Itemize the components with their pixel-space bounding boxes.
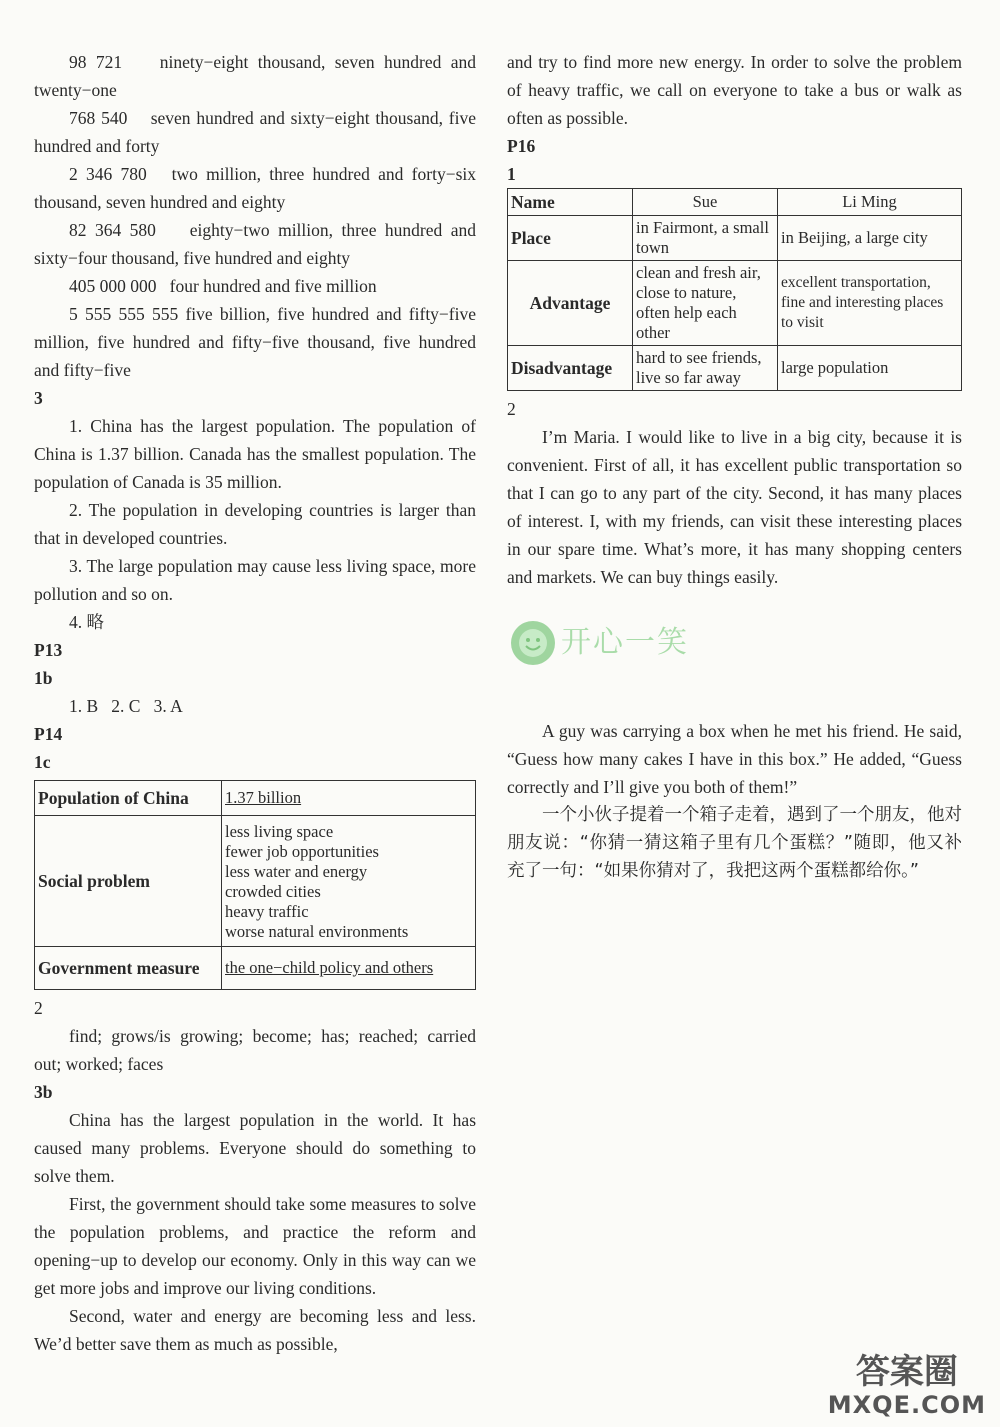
number-item xyxy=(34,160,476,216)
answer-item: 2. The population in developing countries is larger than that in developed countries. xyxy=(34,500,476,548)
table-value xyxy=(222,816,476,947)
city-compare-table xyxy=(507,188,962,391)
smiley-icon xyxy=(511,621,555,665)
table-value: in Fairmont, a small town xyxy=(633,216,778,261)
table-key: Population of China xyxy=(35,781,222,816)
number-value: 82 364 580 xyxy=(69,220,156,240)
cell-line: less water and energy xyxy=(225,862,368,881)
essay-paragraph: China has the largest population in the world. It has caused many problems. Everyone should do something to solve them. xyxy=(34,1110,476,1186)
number-value: 405 000 000 xyxy=(69,276,157,296)
table-row xyxy=(35,781,476,816)
table-value: excellent transportation, fine and interesting places to visit xyxy=(778,261,962,346)
answer-line: 1. B 2. C 3. A xyxy=(69,696,183,716)
section-heading: 3b xyxy=(34,1082,53,1102)
table-key: Disadvantage xyxy=(508,346,633,391)
number-words: eighty−two million, three hundred and sixty−four thousand, five hundred and eighty xyxy=(34,220,476,268)
number-value: 768 540 xyxy=(69,108,128,128)
answer-item: 3. The large population may cause less living space, more pollution and so on. xyxy=(34,556,476,604)
table-row xyxy=(508,346,962,391)
number-value: 98 721 xyxy=(69,52,123,72)
table-row xyxy=(508,261,962,346)
number-words: four hundred and five million xyxy=(169,276,377,296)
population-table xyxy=(34,780,476,990)
logo-title: 开心一笑 xyxy=(561,625,689,660)
number-item xyxy=(34,48,476,104)
cell-line: fewer job opportunities xyxy=(225,842,379,861)
continued-paragraph: and try to find more new energy. In order to solve the problem of heavy traffic, we call on everyone to take a bus or walk as often as possible. xyxy=(507,52,962,128)
essay-paragraph: First, the government should take some measures to solve the population problems, and practice the reform and opening−up to develop our economy. Only in this way can we get more jobs and improve our living conditions. xyxy=(34,1194,476,1298)
table-value xyxy=(222,947,476,990)
section-heading: 2 xyxy=(34,998,43,1018)
table-row xyxy=(35,947,476,990)
table-value: clean and fresh air, close to nature, often help each other xyxy=(633,261,778,346)
number-value: 2 346 780 xyxy=(69,164,147,184)
number-words: ninety−eight thousand, seven hundred and twenty−one xyxy=(34,52,477,100)
cell-line: less living space xyxy=(225,822,334,841)
page-heading-p16: P16 xyxy=(507,136,536,156)
table-header-row xyxy=(508,189,962,216)
left-column xyxy=(34,48,476,1358)
table-row xyxy=(508,216,962,261)
table-value: in Beijing, a large city xyxy=(778,216,962,261)
cell-line: crowded cities xyxy=(225,882,321,901)
section-heading: 1c xyxy=(34,752,51,772)
section-heading: 1 xyxy=(507,164,516,184)
section-heading: 2 xyxy=(507,399,516,419)
table-header-cell: Li Ming xyxy=(778,189,962,216)
watermark-title: 答案圈 xyxy=(855,1352,958,1392)
essay-paragraph: Second, water and energy are becoming less and less. We’d better save them as much as possible, xyxy=(34,1306,476,1354)
table-key: Name xyxy=(508,189,633,216)
number-words: five billion, five hundred and fifty−five million, five hundred and fifty−five thousand, five hundred and fifty−five xyxy=(34,304,477,380)
number-words-list xyxy=(34,48,476,384)
number-item xyxy=(34,300,476,384)
table-header-cell: Sue xyxy=(633,189,778,216)
number-item xyxy=(34,272,476,300)
answer-line: find; grows/is growing; become; has; reached; carried out; worked; faces xyxy=(34,1026,476,1074)
table-row xyxy=(35,816,476,947)
table-key: Place xyxy=(508,216,633,261)
cell-text: 1.37 billion xyxy=(225,788,302,807)
fun-section-logo xyxy=(511,621,962,665)
watermark-url: MXQE.COM xyxy=(827,1391,986,1419)
table-key: Government measure xyxy=(35,947,222,990)
number-value: 5 555 555 555 xyxy=(69,304,179,324)
section-heading: 3 xyxy=(34,388,43,408)
joke-english: A guy was carrying a box when he met his friend. He said, “Guess how many cakes I have in this box.” He added, “Guess correctly and I’ll give you both of them!” xyxy=(507,721,962,797)
table-key: Advantage xyxy=(508,261,633,346)
page-heading-p13: P13 xyxy=(34,640,63,660)
answer-item: 1. China has the largest population. The population of China is 1.37 billion. Canada has the smallest population. The population of Canada is 35 million. xyxy=(34,416,476,492)
cell-text: the one−child policy and others xyxy=(225,958,434,977)
table-value: large population xyxy=(778,346,962,391)
number-words: two million, three hundred and forty−six thousand, seven hundred and eighty xyxy=(34,164,476,212)
table-value xyxy=(222,781,476,816)
cell-line: worse natural environments xyxy=(225,922,409,941)
joke-chinese: 一个小伙子提着一个箱子走着，遇到了一个朋友，他对朋友说：“你猜一猜这箱子里有几个蛋糕？”随即，他又补充了一句：“如果你猜对了，我把这两个蛋糕都给你。” xyxy=(507,805,962,881)
number-words: seven hundred and sixty−eight thousand, five hundred and forty xyxy=(34,108,477,156)
table-value: hard to see friends, live so far away xyxy=(633,346,778,391)
essay-paragraph: I’m Maria. I would like to live in a big city, because it is convenient. First of all, it has excellent public transportation so that I can go to any part of the city. Second, it has many places of interest. I, with my friends, can visit these interesting places in our spare time. What’s more, it has many shopping centers and markets. We can buy things easily. xyxy=(507,427,962,587)
table-key: Social problem xyxy=(35,816,222,947)
answer-item: 4. 略 xyxy=(69,612,104,632)
site-watermark xyxy=(828,1353,986,1419)
number-item xyxy=(34,104,476,160)
section-heading: 1b xyxy=(34,668,53,688)
right-column xyxy=(507,48,962,885)
number-item xyxy=(34,216,476,272)
cell-line: heavy traffic xyxy=(225,902,309,921)
page-heading-p14: P14 xyxy=(34,724,63,744)
